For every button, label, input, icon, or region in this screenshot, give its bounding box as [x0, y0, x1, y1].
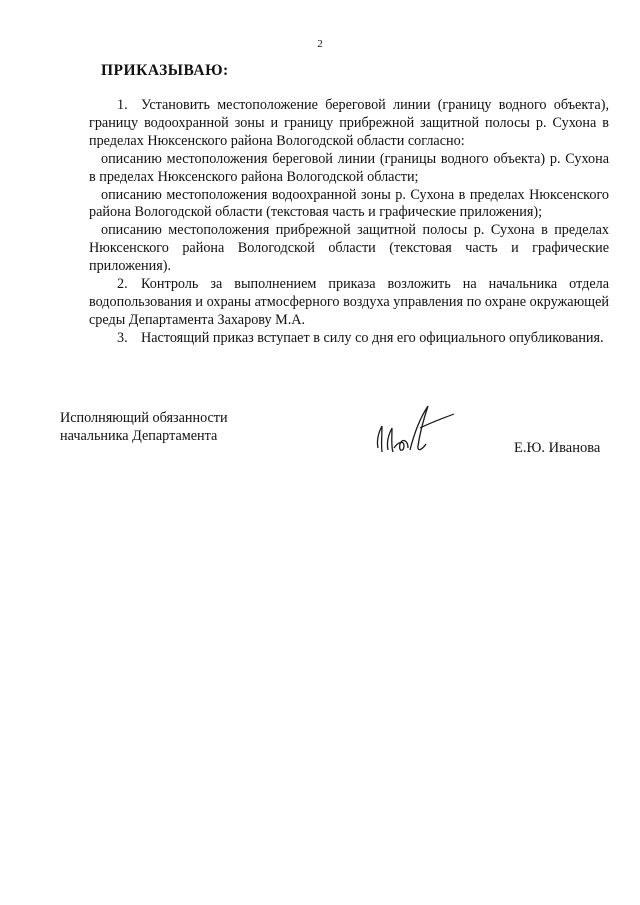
order-subitem-coastal-protection-strip: описанию местоположения прибрежной защитной полосы р. Сухона в пределах Нюксенского района Вологодской области (текстовая часть и графические приложения). — [89, 222, 609, 275]
order-subitem-water-protection-zone: описанию местоположения водоохранной зоны р. Сухона в пределах Нюксенского района Вологодской области (текстовая часть и графические приложения); — [89, 186, 609, 221]
item-text: Установить местоположение береговой линии (границу водного объекта), границу водоохранной зоны и границу прибрежной защитной полосы р. Сухона в пределах Нюксенского района Вологодской области согласно: — [89, 97, 609, 149]
order-heading: ПРИКАЗЫВАЮ: — [101, 62, 229, 79]
order-body — [89, 97, 609, 348]
order-item-1 — [89, 97, 609, 151]
order-item-2 — [89, 276, 609, 330]
signatory-position-line2: начальника Департамента — [60, 427, 218, 444]
item-text: Контроль за выполнением приказа возложить на начальника отдела водопользования и охраны атмосферного воздуха управления по охране окружающей среды Департамента Захарову М.А. — [89, 276, 609, 328]
signatory-name: Е.Ю. Иванова — [514, 440, 601, 456]
handwritten-signature — [370, 398, 460, 462]
order-subitem-shoreline: описанию местоположения береговой линии (границы водного объекта) р. Сухона в пределах Нюксенского района Вологодской области; — [89, 150, 609, 185]
item-number: 2. — [117, 276, 128, 293]
item-number: 1. — [117, 97, 128, 113]
page-number: 2 — [317, 38, 323, 50]
item-text: Настоящий приказ вступает в силу со дня его официального опубликования. — [141, 329, 604, 346]
signatory-position — [60, 410, 228, 446]
signatory-position-line1: Исполняющий обязанности — [60, 410, 228, 426]
order-item-3 — [89, 330, 609, 348]
item-number: 3. — [117, 329, 128, 346]
